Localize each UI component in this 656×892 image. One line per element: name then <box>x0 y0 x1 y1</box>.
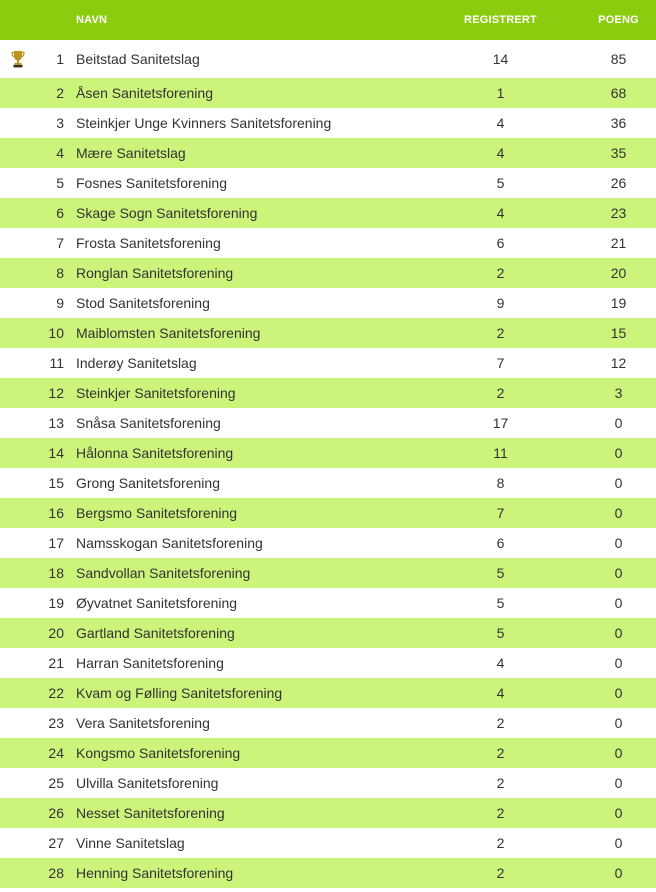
row-points: 0 <box>614 505 623 521</box>
table-row[interactable] <box>0 198 656 228</box>
row-name: Sandvollan Sanitetsforening <box>76 565 251 581</box>
row-name: Ulvilla Sanitetsforening <box>76 775 219 791</box>
row-registered: 8 <box>496 475 505 491</box>
row-name: Ronglan Sanitetsforening <box>76 265 234 281</box>
row-name: Fosnes Sanitetsforening <box>76 175 227 191</box>
row-registered: 2 <box>496 325 505 341</box>
row-rank: 6 <box>56 205 64 221</box>
row-name: Steinkjer Unge Kvinners Sanitetsforening <box>76 115 332 131</box>
row-icon-cell <box>0 50 36 68</box>
row-registered: 2 <box>496 385 505 401</box>
row-registered: 11 <box>493 445 508 461</box>
row-points: 0 <box>614 415 623 431</box>
header-points[interactable]: POENG <box>598 14 639 26</box>
table-row[interactable] <box>0 348 656 378</box>
row-points: 20 <box>610 265 627 281</box>
row-name: Bergsmo Sanitetsforening <box>76 505 238 521</box>
row-points: 68 <box>610 85 627 101</box>
table-header <box>0 0 656 40</box>
row-points: 0 <box>614 625 623 641</box>
row-rank: 14 <box>48 445 64 461</box>
row-rank: 26 <box>48 805 64 821</box>
row-registered: 4 <box>496 205 505 221</box>
row-rank: 1 <box>56 51 64 67</box>
row-rank: 2 <box>56 85 64 101</box>
row-rank: 21 <box>48 655 64 671</box>
row-points: 0 <box>614 775 623 791</box>
table-row[interactable] <box>0 558 656 588</box>
row-registered: 4 <box>496 115 505 131</box>
row-rank: 24 <box>48 745 64 761</box>
row-name: Inderøy Sanitetslag <box>76 355 197 371</box>
table-row[interactable] <box>0 40 656 78</box>
row-name: Gartland Sanitetsforening <box>76 625 235 641</box>
table-row[interactable] <box>0 438 656 468</box>
row-points: 0 <box>614 715 623 731</box>
row-name: Frosta Sanitetsforening <box>76 235 221 251</box>
row-registered: 4 <box>496 655 505 671</box>
trophy-icon <box>11 50 25 68</box>
row-name: Harran Sanitetsforening <box>76 655 224 671</box>
row-registered: 2 <box>496 265 505 281</box>
row-rank: 13 <box>48 415 64 431</box>
row-points: 0 <box>614 565 623 581</box>
table-row[interactable] <box>0 768 656 798</box>
row-points: 19 <box>610 295 627 311</box>
table-body <box>0 40 656 888</box>
row-points: 0 <box>614 475 623 491</box>
row-name: Snåsa Sanitetsforening <box>76 415 221 431</box>
row-name: Stod Sanitetsforening <box>76 295 210 311</box>
row-rank: 28 <box>48 865 64 881</box>
row-name: Kvam og Følling Sanitetsforening <box>76 685 283 701</box>
row-rank: 27 <box>48 835 64 851</box>
table-row[interactable] <box>0 78 656 108</box>
row-points: 21 <box>610 235 627 251</box>
row-registered: 5 <box>496 625 505 641</box>
row-registered: 6 <box>496 535 505 551</box>
row-rank: 23 <box>48 715 64 731</box>
row-registered: 4 <box>496 145 505 161</box>
row-points: 0 <box>614 685 623 701</box>
row-registered: 2 <box>496 775 505 791</box>
row-rank: 22 <box>48 685 64 701</box>
header-registered[interactable]: REGISTRERT <box>464 14 537 26</box>
row-rank: 9 <box>56 295 64 311</box>
table-row[interactable] <box>0 588 656 618</box>
table-row[interactable] <box>0 678 656 708</box>
table-row[interactable] <box>0 708 656 738</box>
row-rank: 8 <box>56 265 64 281</box>
row-registered: 2 <box>496 865 505 881</box>
row-name: Beitstad Sanitetslag <box>76 51 200 67</box>
table-row[interactable] <box>0 858 656 888</box>
table-row[interactable] <box>0 108 656 138</box>
row-name: Grong Sanitetsforening <box>76 475 220 491</box>
row-registered: 2 <box>496 805 505 821</box>
row-points: 36 <box>610 115 627 131</box>
row-points: 26 <box>610 175 627 191</box>
row-name: Åsen Sanitetsforening <box>76 85 213 101</box>
row-rank: 17 <box>48 535 64 551</box>
row-registered: 4 <box>496 685 505 701</box>
row-rank: 11 <box>49 355 64 371</box>
header-name[interactable]: NAVN <box>76 14 108 26</box>
row-points: 23 <box>610 205 627 221</box>
row-points: 12 <box>610 355 627 371</box>
row-rank: 20 <box>48 625 64 641</box>
row-points: 35 <box>610 145 627 161</box>
table-row[interactable] <box>0 618 656 648</box>
row-registered: 2 <box>496 745 505 761</box>
row-points: 0 <box>614 445 623 461</box>
row-registered: 5 <box>496 175 505 191</box>
row-name: Skage Sogn Sanitetsforening <box>76 205 258 221</box>
table-row[interactable] <box>0 828 656 858</box>
table-row[interactable] <box>0 378 656 408</box>
row-registered: 7 <box>496 505 505 521</box>
row-points: 0 <box>614 835 623 851</box>
table-row[interactable] <box>0 168 656 198</box>
row-name: Vera Sanitetsforening <box>76 715 210 731</box>
row-rank: 10 <box>48 325 64 341</box>
row-rank: 5 <box>56 175 64 191</box>
row-name: Maiblomsten Sanitetsforening <box>76 325 261 341</box>
row-rank: 4 <box>56 145 64 161</box>
row-points: 85 <box>610 51 627 67</box>
table-row[interactable] <box>0 738 656 768</box>
row-points: 0 <box>614 535 623 551</box>
row-name: Namsskogan Sanitetsforening <box>76 535 263 551</box>
table-row[interactable] <box>0 138 656 168</box>
table-row[interactable] <box>0 498 656 528</box>
row-name: Hålonna Sanitetsforening <box>76 445 234 461</box>
table-row[interactable] <box>0 528 656 558</box>
row-rank: 15 <box>48 475 64 491</box>
row-rank: 12 <box>48 385 64 401</box>
row-registered: 2 <box>496 715 505 731</box>
row-registered: 14 <box>492 51 509 67</box>
row-rank: 19 <box>48 595 64 611</box>
row-points: 0 <box>614 655 623 671</box>
row-name: Nesset Sanitetsforening <box>76 805 225 821</box>
row-registered: 17 <box>492 415 509 431</box>
row-registered: 2 <box>496 835 505 851</box>
row-points: 0 <box>614 805 623 821</box>
row-registered: 1 <box>496 85 505 101</box>
row-points: 0 <box>614 745 623 761</box>
row-rank: 7 <box>56 235 64 251</box>
table-row[interactable] <box>0 318 656 348</box>
row-name: Henning Sanitetsforening <box>76 865 234 881</box>
table-row[interactable] <box>0 648 656 678</box>
row-points: 15 <box>610 325 627 341</box>
row-registered: 5 <box>496 565 505 581</box>
row-registered: 6 <box>496 235 505 251</box>
table-row[interactable] <box>0 408 656 438</box>
row-rank: 18 <box>48 565 64 581</box>
row-name: Kongsmo Sanitetsforening <box>76 745 241 761</box>
row-name: Mære Sanitetslag <box>76 145 186 161</box>
row-registered: 9 <box>496 295 505 311</box>
row-registered: 7 <box>496 355 505 371</box>
row-points: 0 <box>614 595 623 611</box>
row-registered: 5 <box>496 595 505 611</box>
row-rank: 3 <box>56 115 64 131</box>
row-points: 3 <box>614 385 623 401</box>
row-name: Steinkjer Sanitetsforening <box>76 385 236 401</box>
row-rank: 16 <box>48 505 64 521</box>
table-row[interactable] <box>0 228 656 258</box>
table-row[interactable] <box>0 288 656 318</box>
row-name: Øyvatnet Sanitetsforening <box>76 595 238 611</box>
table-row[interactable] <box>0 468 656 498</box>
row-rank: 25 <box>48 775 64 791</box>
table-row[interactable] <box>0 798 656 828</box>
row-name: Vinne Sanitetslag <box>76 835 185 851</box>
row-points: 0 <box>614 865 623 881</box>
table-row[interactable] <box>0 258 656 288</box>
